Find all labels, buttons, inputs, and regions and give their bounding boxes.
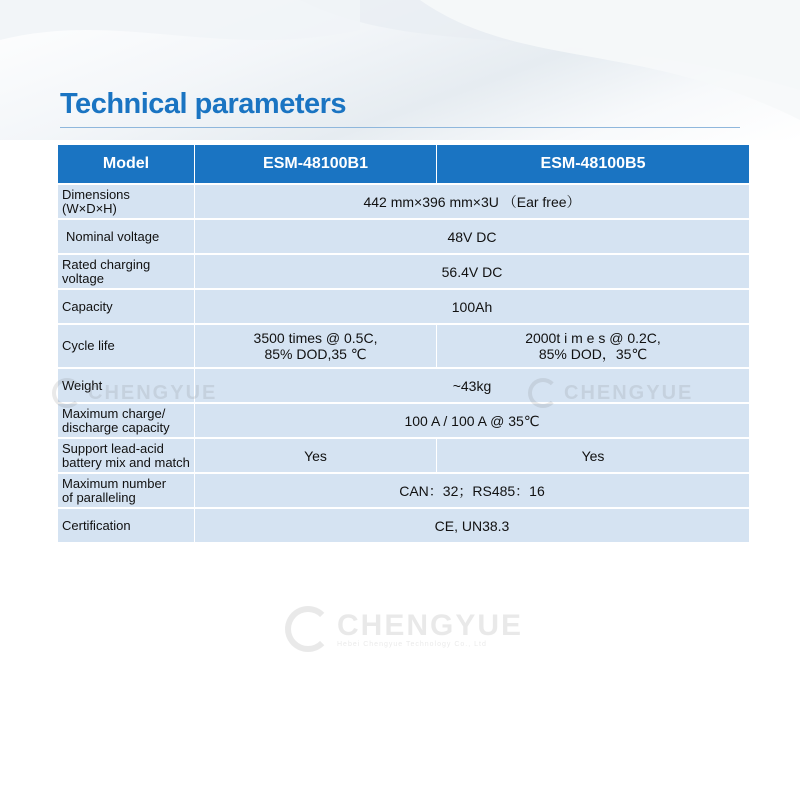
table-row-rated-charging-voltage	[58, 255, 749, 288]
row-value: 100 A / 100 A @ 35℃	[195, 404, 749, 437]
row-value: 100Ah	[195, 290, 749, 323]
watermark-logo	[285, 606, 523, 652]
spec-table	[58, 143, 749, 544]
table-row-weight	[58, 369, 749, 402]
row-label: Capacity	[58, 290, 195, 323]
chengyue-logo-icon	[285, 606, 331, 652]
table-row-capacity	[58, 290, 749, 323]
table-row-max-charge	[58, 404, 749, 437]
row-value-b: Yes	[437, 439, 749, 472]
table-row-paralleling	[58, 474, 749, 507]
table-row-cycle-life	[58, 325, 749, 367]
page-title: Technical parameters	[60, 88, 347, 120]
row-value: CE, UN38.3	[195, 509, 749, 542]
row-label: Certification	[58, 509, 195, 542]
row-label: Support lead-acid battery mix and match	[58, 439, 195, 472]
row-label: Cycle life	[58, 325, 195, 367]
row-label: Weight	[58, 369, 195, 402]
table-row-dimensions	[58, 185, 749, 218]
header-model-label: Model	[58, 145, 195, 183]
row-value: 48V DC	[195, 220, 749, 253]
row-value: CAN：32；RS485：16	[195, 474, 749, 507]
watermark-name: CHENGYUE	[337, 608, 524, 642]
row-value: 56.4V DC	[195, 255, 749, 288]
watermark-subtitle: Hebei Chengyue Technology Co., Ltd	[337, 640, 487, 648]
spec-table-container	[58, 145, 749, 544]
row-label: Nominal voltage	[58, 220, 195, 253]
table-row-certification	[58, 509, 749, 542]
row-label: Maximum charge/ discharge capacity	[58, 404, 195, 437]
row-value: ~43kg	[195, 369, 749, 402]
row-value: 442 mm×396 mm×3U （Ear free）	[195, 185, 749, 218]
row-label: Dimensions (W×D×H)	[58, 185, 195, 218]
header-model-a: ESM-48100B1	[195, 145, 437, 183]
row-value-a: Yes	[195, 439, 437, 472]
table-header-row	[58, 145, 749, 183]
table-row-lead-acid	[58, 439, 749, 472]
row-value-a: 3500 times @ 0.5C, 85% DOD,35 ℃	[195, 325, 437, 367]
row-value-b: 2000t i m e s @ 0.2C, 85% DOD，35℃	[437, 325, 749, 367]
table-row-nominal-voltage	[58, 220, 749, 253]
row-label: Rated charging voltage	[58, 255, 195, 288]
row-label: Maximum number of paralleling	[58, 474, 195, 507]
title-divider	[60, 127, 740, 128]
header-model-b: ESM-48100B5	[437, 145, 749, 183]
